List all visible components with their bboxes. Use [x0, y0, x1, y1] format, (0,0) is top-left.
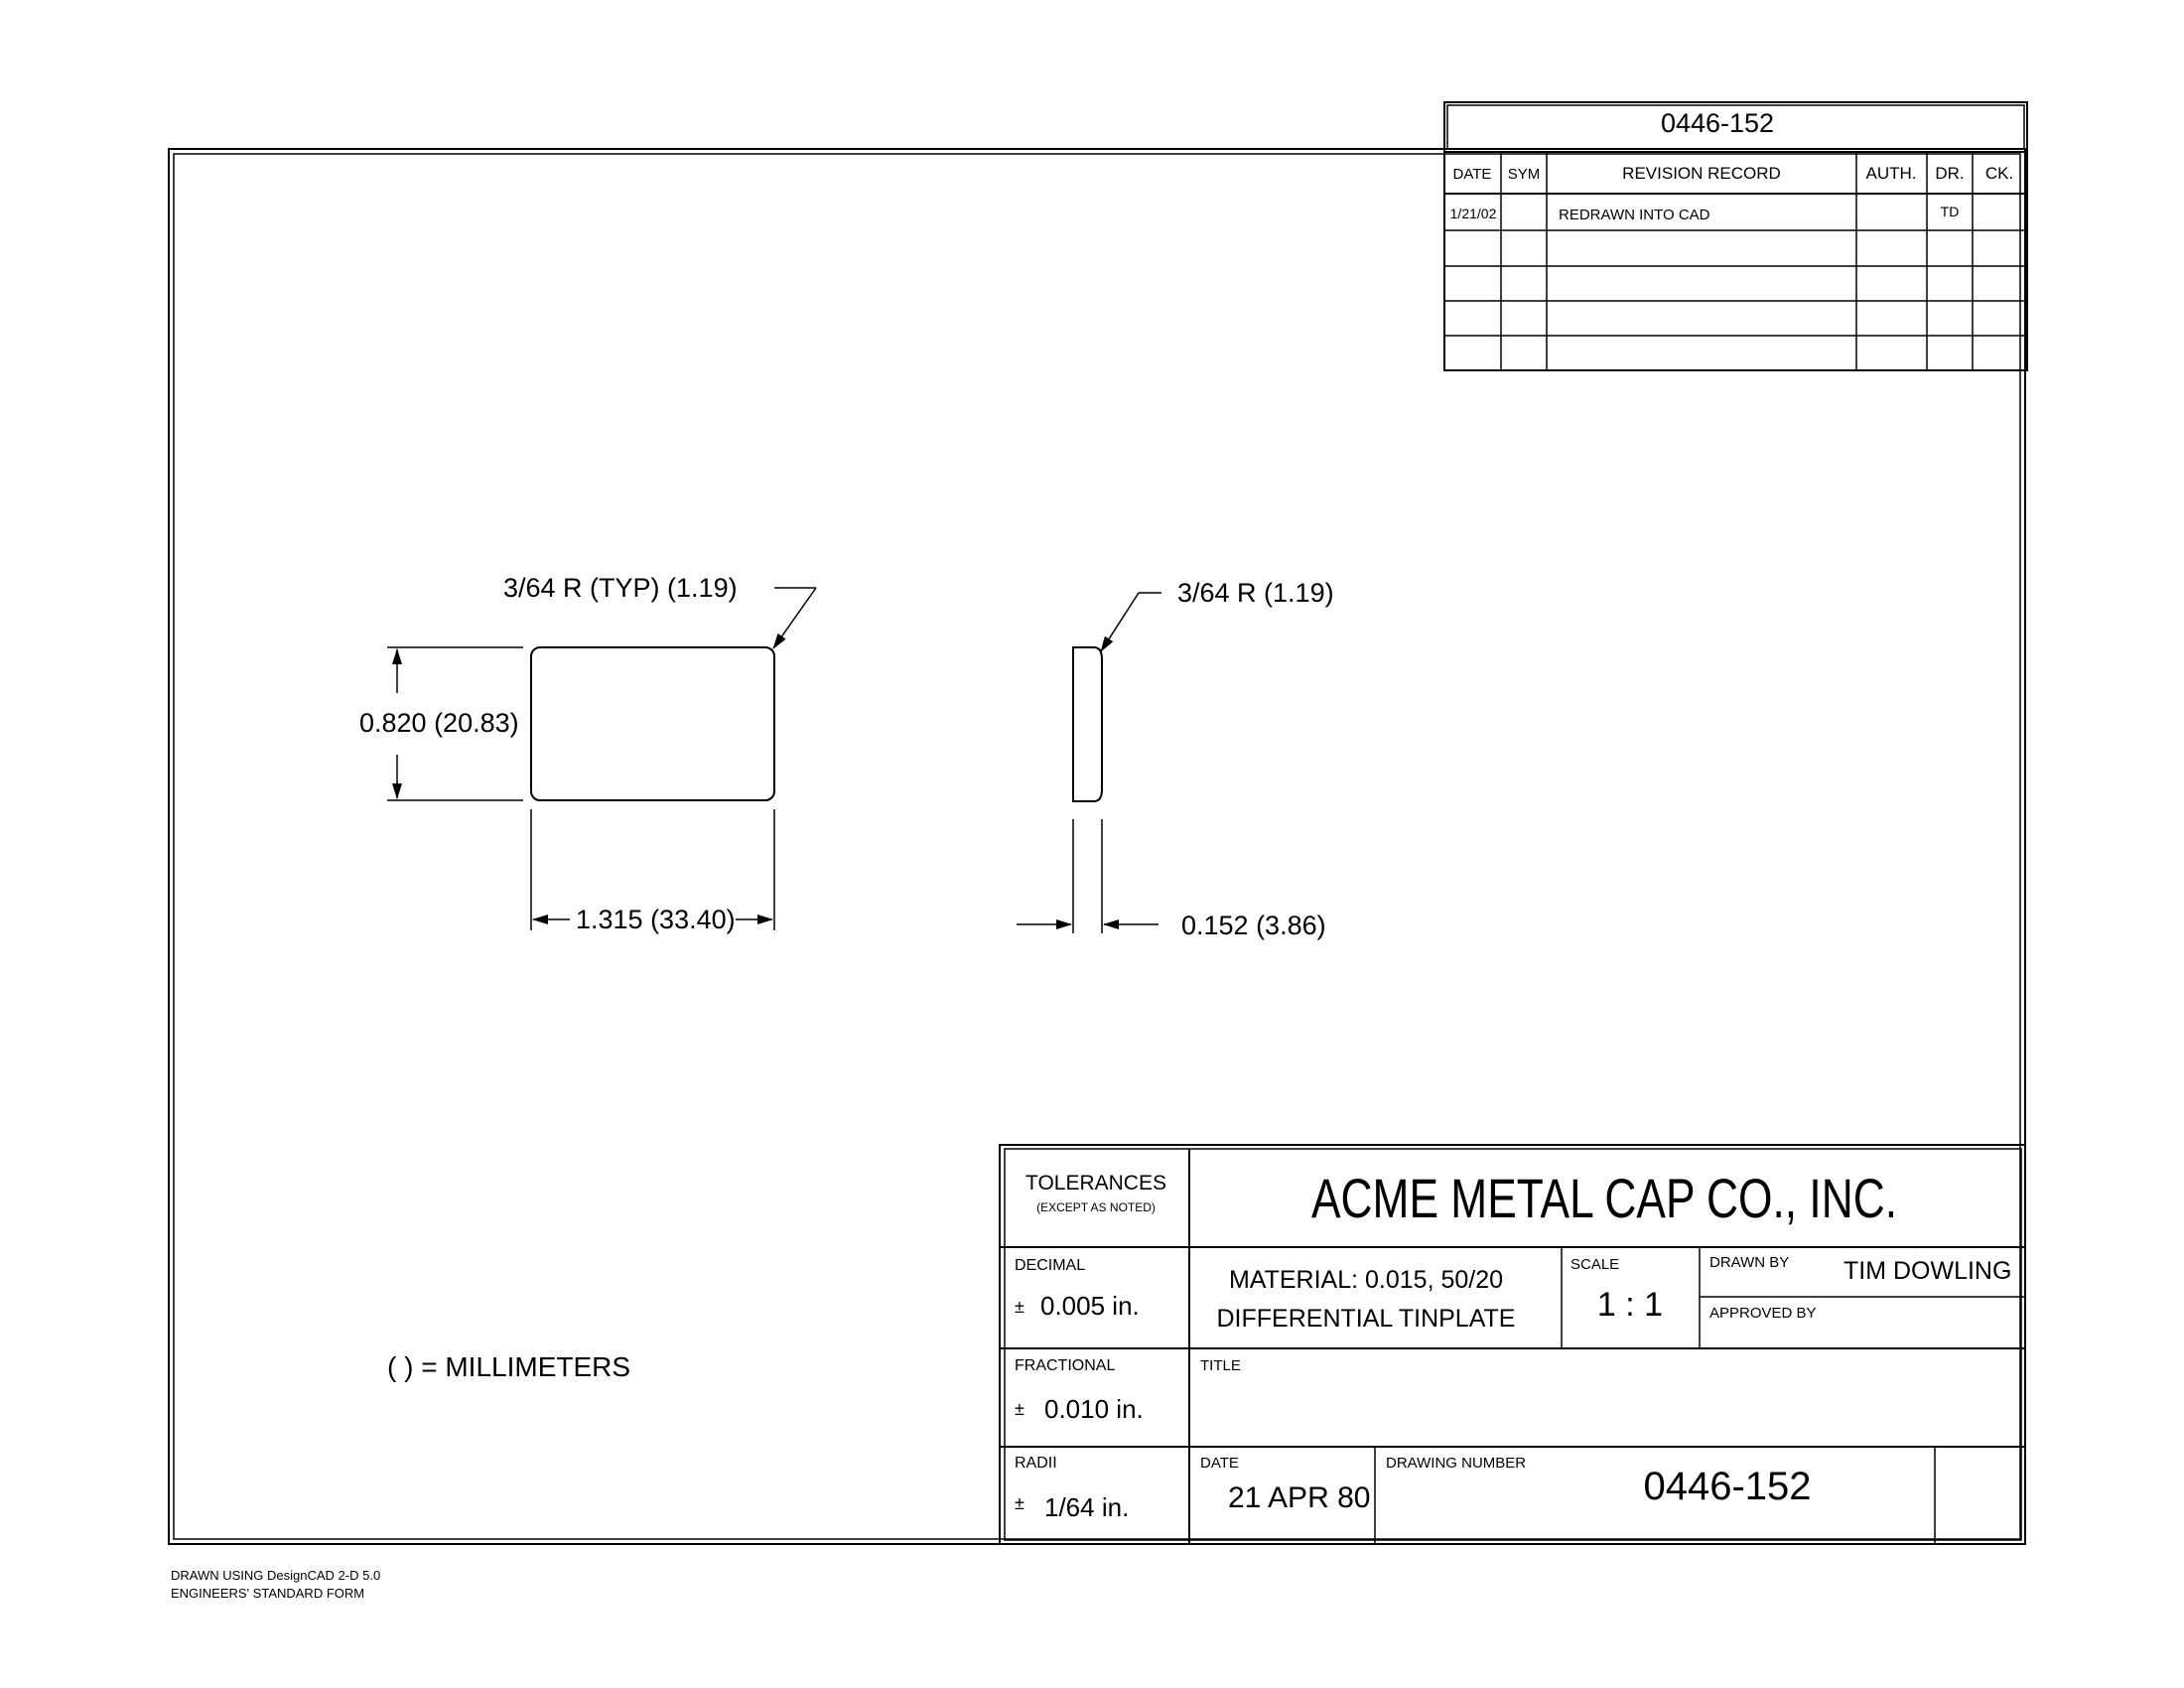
radii-value: 1/64 in.: [1044, 1492, 1130, 1522]
drawn-by-label: DRAWN BY: [1709, 1254, 1790, 1271]
revision-drawing-number: 0446-152: [1660, 108, 1775, 138]
scale-label: SCALE: [1570, 1256, 1620, 1273]
fractional-label: FRACTIONAL: [1015, 1357, 1116, 1374]
sheet-border: [169, 149, 2025, 1544]
rev-header-record: REVISION RECORD: [1622, 164, 1781, 183]
width-dimension-label: 1.315 (33.40): [576, 905, 736, 934]
units-note: ( ) = MILLIMETERS: [387, 1351, 631, 1382]
rev-header-sym: SYM: [1507, 166, 1541, 183]
drawing-number-label: DRAWING NUMBER: [1386, 1455, 1527, 1472]
title-label: TITLE: [1200, 1357, 1241, 1374]
decimal-value: 0.005 in.: [1040, 1291, 1140, 1321]
rev-header-dr: DR.: [1935, 164, 1965, 183]
fractional-value: 0.010 in.: [1044, 1394, 1144, 1424]
radii-label: RADII: [1015, 1455, 1057, 1472]
thickness-dimension-label: 0.152 (3.86): [1181, 911, 1326, 940]
footer-line-2: ENGINEERS' STANDARD FORM: [171, 1586, 365, 1601]
drawn-by-value: TIM DOWLING: [1843, 1257, 2012, 1285]
date-value: 21 APR 80: [1228, 1481, 1371, 1514]
title-block: [1000, 1145, 2025, 1544]
material-line-1: MATERIAL: 0.015, 50/20: [1228, 1266, 1504, 1294]
side-view: [1017, 578, 1334, 940]
front-view: [359, 573, 816, 934]
radii-plus-minus: ±: [1015, 1493, 1024, 1513]
date-label: DATE: [1200, 1455, 1239, 1472]
height-dimension-label: 0.820 (20.83): [359, 708, 519, 738]
material-line-2: DIFFERENTIAL TINPLATE: [1216, 1305, 1516, 1333]
rev-header-auth: AUTH.: [1865, 164, 1917, 183]
rev-header-date: DATE: [1452, 166, 1492, 183]
rev-row-dr: TD: [1940, 204, 1960, 219]
decimal-label: DECIMAL: [1015, 1257, 1086, 1274]
tolerances-label: TOLERANCES: [1025, 1172, 1166, 1195]
part-outline-front: [531, 647, 774, 800]
front-radius-label: 3/64 R (TYP) (1.19): [503, 573, 738, 603]
part-outline-side: [1073, 647, 1102, 801]
rev-row-record: REDRAWN INTO CAD: [1559, 207, 1710, 223]
fractional-plus-minus: ±: [1015, 1399, 1024, 1419]
footer-line-1: DRAWN USING DesignCAD 2-D 5.0: [171, 1568, 381, 1583]
rev-header-ck: CK.: [1984, 164, 2014, 183]
decimal-plus-minus: ±: [1015, 1297, 1024, 1317]
rev-row-date: 1/21/02: [1449, 206, 1497, 221]
drawing-number-value: 0446-152: [1643, 1465, 1812, 1508]
side-radius-label: 3/64 R (1.19): [1177, 578, 1334, 608]
revision-block: [1444, 102, 2027, 370]
tolerances-sublabel: (EXCEPT AS NOTED): [1036, 1200, 1156, 1214]
company-name: ACME METAL CAP CO., INC.: [1311, 1167, 1897, 1229]
approved-by-label: APPROVED BY: [1709, 1305, 1817, 1322]
scale-value: 1 : 1: [1596, 1286, 1664, 1324]
